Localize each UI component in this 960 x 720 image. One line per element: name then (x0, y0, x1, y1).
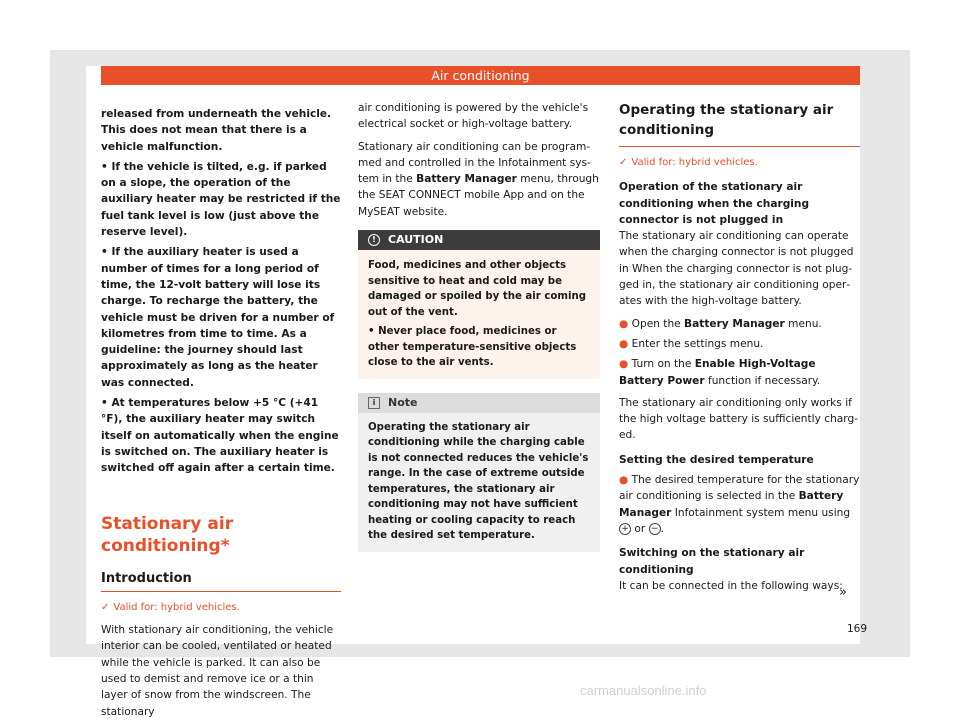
bullet-icon: ● (619, 317, 632, 330)
caution-header: ! CAUTION (358, 230, 600, 250)
bullet-icon: • (101, 246, 112, 259)
bullet-icon: ● (619, 337, 632, 350)
caution-text: Food, medicines and other objects sensitive to heat and cold may be damaged or spoiled by the air coming out of the vent. (368, 260, 587, 318)
bullet-icon: ● (619, 358, 632, 371)
section-title: Stationary air conditioning* (101, 513, 234, 556)
bullet-item: • At temperatures below +5 °C (+41 °F), the auxiliary heater may switch itself on automatically when the engine is switched on. The auxiliary heater is switched off again after a certain time. (101, 397, 339, 475)
paragraph: Stationary air conditioning can be programmed and controlled in the Infotainment system in the Battery Manager menu, through the SEAT CONNECT mobile App and on the MySEAT website. (358, 140, 599, 218)
intro-text: released from underneath the vehicle. This does not mean that there is a vehicle malfunction. (101, 108, 332, 153)
paragraph: The stationary air conditioning only works if the high voltage battery is sufficiently charged. (619, 396, 858, 442)
watermark: carmanualsonline.info (580, 683, 707, 698)
body-text: With stationary air conditioning, the vehicle interior can be cooled, ventilated or heated while the vehicle is parked. It can also be used to demist and remove ice or a thin layer of snow from the windscreen. The stationary (101, 624, 334, 718)
subheading: Operation of the stationary air conditioning when the charging connector is not plugged in (619, 181, 810, 226)
column-middle (358, 100, 600, 552)
note-text: Operating the stationary air conditioning while the charging cable is not connected reduces the vehicle's range. In the case of extreme outside temperatures, the stationary air conditioning may not have sufficient heating or cooling capacity to reach the desired set temperature. (368, 421, 589, 542)
step-item: ● Open the Battery Manager menu. (619, 317, 822, 330)
paragraph: air conditioning is powered by the vehicle's electrical socket or high-voltage battery. (358, 102, 589, 131)
page-number: 169 (847, 623, 868, 635)
caution-body (358, 250, 600, 379)
caution-bullet: • Never place food, medicines or other temperature-sensitive objects close to the air vents. (368, 326, 577, 369)
validity-note: ✓ Valid for: hybrid vehicles. (101, 601, 240, 613)
bullet-icon: • (101, 160, 112, 173)
step-item: ● Enter the settings menu. (619, 337, 764, 350)
note-box (358, 393, 600, 552)
bullet-icon: • (101, 397, 112, 410)
note-header: i Note (358, 393, 600, 413)
subheading: Switching on the stationary air conditioning (619, 547, 805, 576)
validity-note: ✓ Valid for: hybrid vehicles. (619, 157, 758, 168)
step-item: ● The desired temperature for the stationary air conditioning is selected in the Battery Manager Infotainment system menu using + or − . (619, 474, 860, 535)
section-title: Operating the stationary air conditioning (619, 100, 860, 147)
info-icon: i (368, 397, 380, 409)
bullet-item: • If the vehicle is tilted, e.g. if parked on a slope, the operation of the auxiliary heater may be restricted if the fuel tank level is low (just above the reserve level). (101, 160, 341, 239)
minus-circle-icon: − (649, 523, 661, 535)
plus-circle-icon: + (619, 523, 631, 535)
chapter-header: Air conditioning (101, 66, 860, 85)
bullet-icon: ● (619, 474, 632, 487)
bullet-icon: • (368, 326, 379, 338)
paragraph: The stationary air conditioning can operate when the charging connector is not plugged in When the charging connector is not plugged in, the stationary air conditioning operates with the high-voltage battery. (619, 230, 854, 308)
subheading: Setting the desired temperature (619, 453, 814, 466)
warning-icon: ! (368, 234, 380, 246)
section-subtitle: Introduction (101, 571, 341, 592)
continue-arrow: » (839, 585, 847, 600)
checkmark-icon: ✓ (101, 601, 110, 613)
step-item: ● Turn on the Enable High-Voltage Battery Power function if necessary. (619, 358, 821, 387)
checkmark-icon: ✓ (619, 157, 628, 168)
column-left (101, 106, 341, 720)
caution-box (358, 230, 600, 379)
paragraph: It can be connected in the following ways: (619, 579, 843, 592)
column-right (619, 100, 860, 594)
bullet-item: • If the auxiliary heater is used a number of times for a long period of time, the 12-volt battery will lose its charge. To recharge the battery, the vehicle must be driven for a number of kilometres from time to time. As a guideline: the journey should last approximately as long as the heater was connected. (101, 246, 335, 389)
note-body (358, 413, 600, 552)
